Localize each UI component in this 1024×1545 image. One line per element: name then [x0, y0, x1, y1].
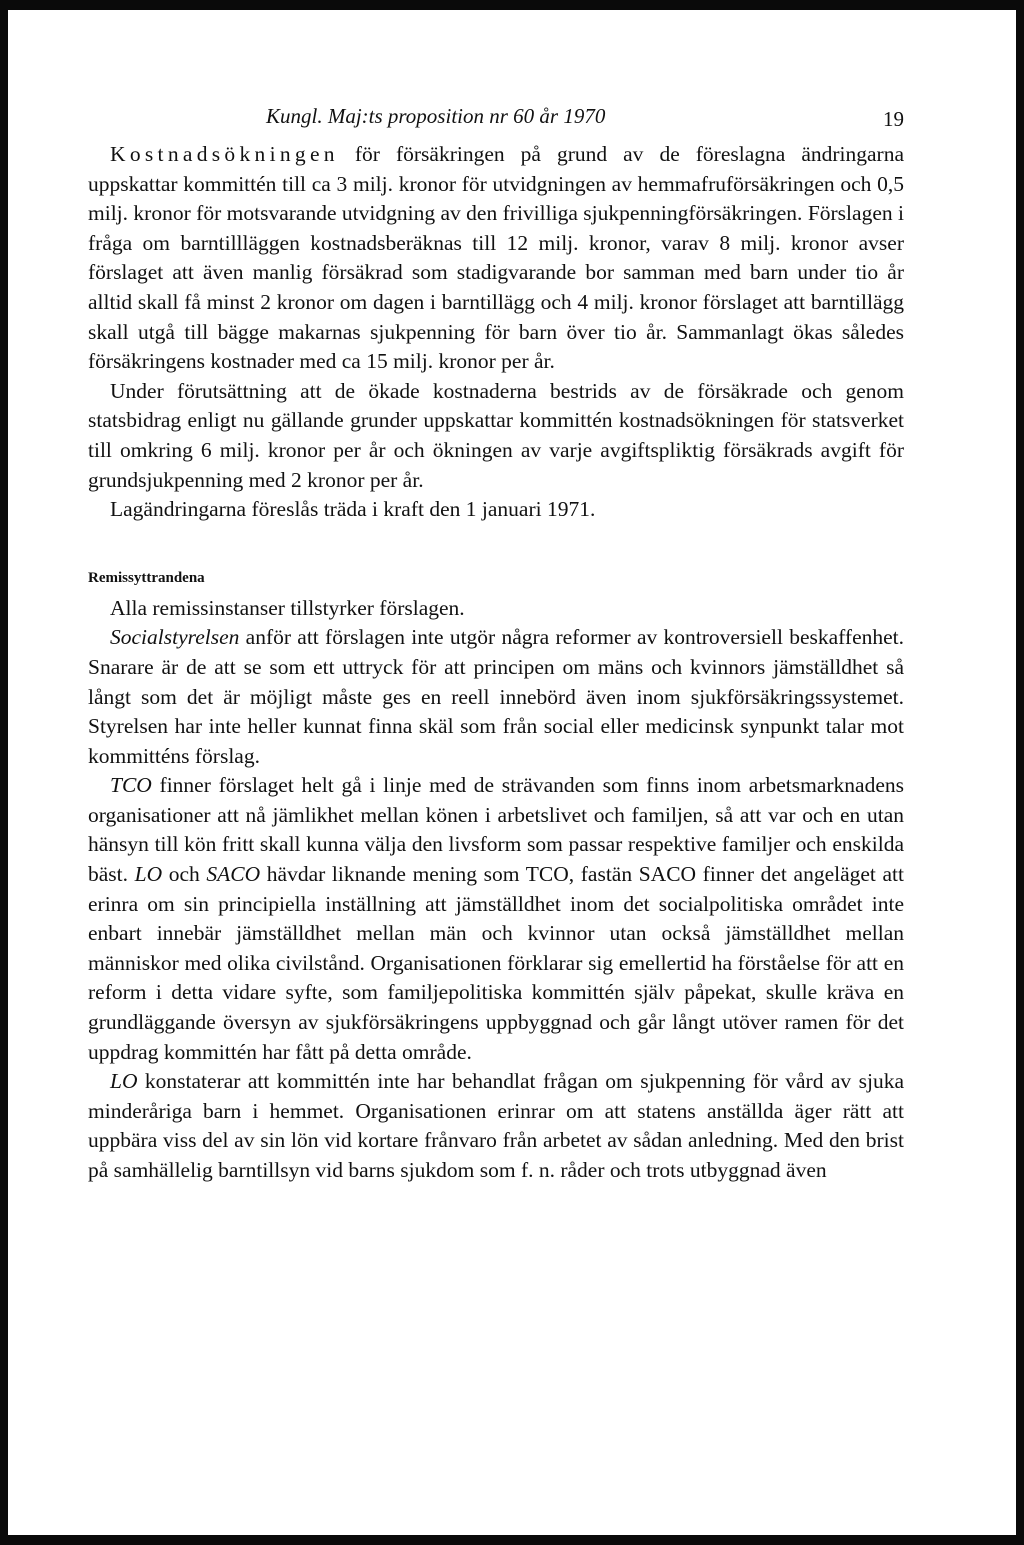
paragraph-text: anför att förslagen inte utgör några reformer av kontroversiell beskaffenhet. Snarare är de att se som ett uttryck för att principen om mäns och kvinnors jämställdhet så långt som det är möjligt måste ges en reell innebörd även inom sjukförsäkringssystemet. Styrelsen har inte heller kunnat finna skäl som från social eller medicinsk synpunkt talar mot kommitténs förslag.: [88, 625, 905, 768]
running-header: [88, 102, 904, 138]
paragraph-cost-increase: [88, 140, 904, 377]
paragraph-text: finner förslaget helt gå i linje med de strävanden som finns inom arbetsmarknadens organisationer att nå jämlikhet mellan könen i arbetslivet och familjen, så att var och en utan hänsyn till kön fritt skall kunna välja den livsform som passar respektive familjer och enskilda bäst.: [88, 773, 905, 887]
paragraph-text: för försäkringen på grund av de föreslagna ändringarna uppskattar kommittén till ca 3 milj. kronor för utvidgningen av hemmafruförsäkringen och 0,5 milj. kronor för motsvarande utvidgning av den frivilliga sjukpenningförsäkringen. Förslagen i fråga om barntillläggen kostnadsberäknas till 12 milj. kronor, varav 8 milj. kronor avser förslaget att även manlig försäkrad som stadigvarande bor samman med barn under tio år alltid skall få minst 2 kronor om dagen i barntillägg och 4 milj. kronor förslaget att barntillägg skall utgå till bägge makarnas sjukpenning för barn över tio år. Sammanlagt ökas således försäkringens kostnader med ca 15 milj. kronor per år.: [88, 142, 904, 374]
org-name: LO: [134, 862, 163, 887]
org-name: LO: [110, 1069, 138, 1094]
org-name: SACO: [206, 862, 261, 887]
page-content: [88, 102, 904, 1186]
org-name: Socialstyrelsen: [110, 625, 240, 650]
section-spacer: [88, 525, 904, 566]
conjunction: och: [168, 862, 200, 887]
paragraph-financing: Under förutsättning att de ökade kostnaderna bestrids av de försäkrade och genom statsbidrag enligt nu gällande grunder uppskattar kommittén kostnadsökningen för statsverket till omkring 6 milj. kronor per år och ökningen av varje avgiftspliktig försäkrads avgift för grundsjukpenning med 2 kronor per år.: [88, 378, 904, 492]
paragraph-effective-date: Lagändringarna föreslås träda i kraft den 1 januari 1971.: [110, 497, 596, 522]
document-page: [8, 10, 1016, 1535]
lead-word: Kostnadsökningen: [110, 142, 339, 166]
header-title: Kungl. Maj:ts proposition nr 60 år 1970: [266, 104, 606, 128]
paragraph-text: hävdar liknande mening som TCO, fastän SACO finner det angeläget att erinra om sin principiella inställning att jämställdhet inom det socialpolitiska området inte enbart innebär jämställdhet mellan män och kvinnor utan också jämställdhet mellan människor med olika civilstånd. Organisationen förklarar sig emellertid ha förståelse för att en reform i detta vidare syfte, som familjepolitiska kommittén själv påpekat, skulle kräva en grundläggande översyn av sjukförsäkringens uppbyggnad och går långt utöver ramen för det uppdrag kommittén har fått på detta område.: [88, 862, 905, 1064]
paragraph-tco: [88, 771, 904, 1067]
paragraph-lo: [88, 1067, 904, 1185]
paragraph-socialstyrelsen: [88, 623, 904, 771]
page-number: 19: [883, 107, 904, 131]
section-heading: Remissyttrandena: [88, 569, 205, 586]
paragraph-all-approve: Alla remissinstanser tillstyrker förslagen.: [110, 595, 465, 620]
org-name: TCO: [110, 773, 152, 798]
paragraph-text: konstaterar att kommittén inte har behandlat frågan om sjukpenning för vård av sjuka minderåriga barn i hemmet. Organisationen erinrar om att statens anställda äger rätt att uppbära viss del av sin lön vid kortare frånvaro från arbetet av sådan anledning. Med den brist på samhällelig barntillsyn vid barns sjukdom som f. n. råder och trots utbyggnad även: [88, 1069, 905, 1182]
